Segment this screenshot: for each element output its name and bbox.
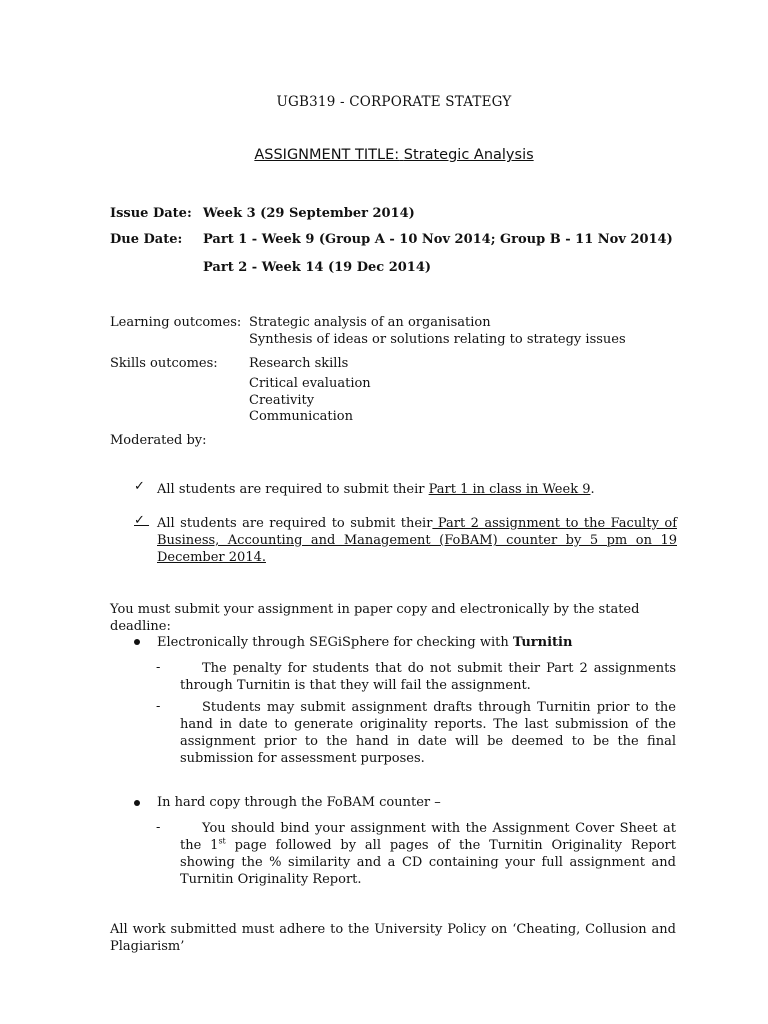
learning-outcomes-label: Learning outcomes: — [110, 315, 242, 330]
electronic-subitems — [156, 660, 676, 770]
learning-outcome-item: Strategic analysis of an organisation — [249, 315, 491, 330]
skills-outcomes-row — [110, 355, 710, 372]
dash-marker: - — [156, 820, 161, 835]
dash-marker: - — [156, 699, 161, 714]
moderated-by-label: Moderated by: — [110, 433, 207, 448]
policy-statement: All work submitted must adhere to the University Policy on ‘Cheating, Collusion and Plagiarism’ — [110, 922, 676, 954]
due-date-part2-row — [110, 259, 710, 276]
skills-outcome-item: Creativity — [249, 393, 315, 408]
issue-date-row — [110, 205, 710, 222]
learning-outcome-item: Synthesis of ideas or solutions relating to strategy issues — [249, 332, 626, 347]
submission-intro: You must submit your assignment in paper copy and electronically by the stated deadline: — [110, 602, 640, 634]
learning-outcomes-row — [110, 314, 710, 331]
checkmark-icon: ✓ — [134, 479, 145, 494]
bullet-icon — [134, 639, 140, 645]
due-date-row — [110, 231, 710, 248]
binding-note: You should bind your assignment with the Assignment Cover Sheet at the 1st page followed by all pages of the Turnitin Originality Report showing the % similarity and a CD containing your full assignment and Turnitin Originality Report. — [180, 821, 676, 887]
checkmark-icon: ✓ — [134, 513, 150, 528]
bullet-electronic: Electronically through SEGiSphere for checking with Turnitin — [157, 635, 573, 650]
check-item-part2: All students are required to submit their Part 2 assignment to the Faculty of Business, Accounting and Management (FoBAM) counter by 5 pm on 19 December 2014. — [157, 516, 678, 565]
hardcopy-subitems — [156, 820, 676, 890]
issue-date-value: Week 3 (29 September 2014) — [203, 206, 415, 221]
issue-date-label: Issue Date: — [110, 206, 192, 221]
assignment-title — [0, 147, 768, 163]
due-date-part2: Part 2 - Week 14 (19 Dec 2014) — [203, 260, 432, 275]
due-date-part1: Part 1 - Week 9 (Group A - 10 Nov 2014; Group B - 11 Nov 2014) — [203, 232, 673, 247]
drafts-note: Students may submit assignment drafts through Turnitin prior to the hand in date to generate originality reports. The last submission of the assignment prior to the hand in date will be deemed to be the final submission for assessment purposes. — [180, 700, 676, 766]
skills-outcome-item: Research skills — [249, 356, 349, 371]
dash-marker: - — [156, 660, 161, 675]
course-code-heading: UGB319 - CORPORATE STATEGY — [276, 94, 512, 110]
skills-outcomes-label: Skills outcomes: — [110, 356, 218, 371]
assignment-title-name: Strategic Analysis — [403, 147, 534, 163]
skills-outcome-item: Critical evaluation — [249, 376, 371, 391]
check-item-part1: All students are required to submit their Part 1 in class in Week 9. — [157, 482, 595, 497]
penalty-note: The penalty for students that do not submit their Part 2 assignments through Turnitin is that they will fail the assignment. — [180, 661, 676, 693]
bullet-icon — [134, 800, 140, 806]
bullet-hardcopy: In hard copy through the FoBAM counter – — [157, 795, 441, 810]
assignment-title-label: ASSIGNMENT TITLE: — [254, 147, 400, 163]
skills-outcome-item: Communication — [249, 409, 353, 424]
due-date-label: Due Date: — [110, 232, 183, 247]
